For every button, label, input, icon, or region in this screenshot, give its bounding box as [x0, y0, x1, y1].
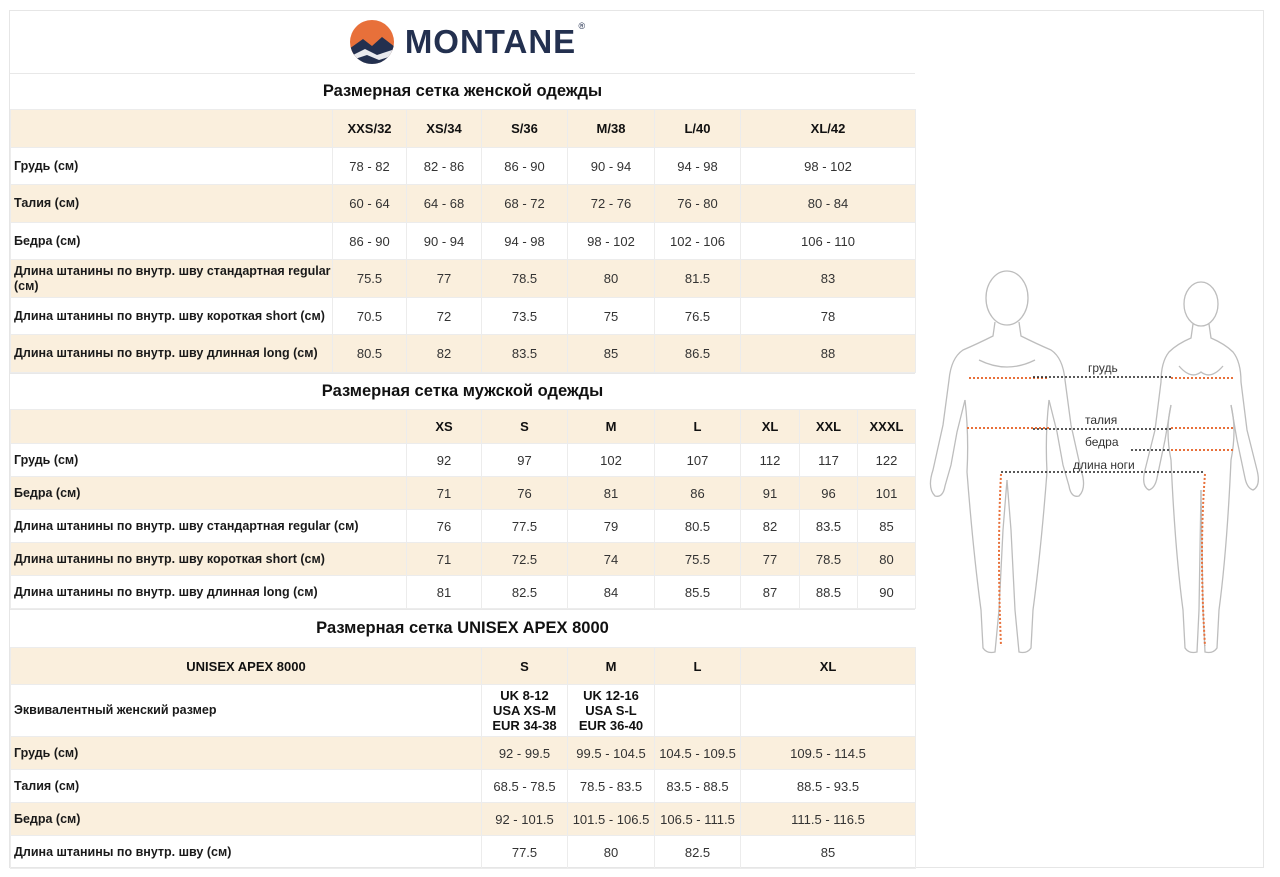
table-cell: 92 - 99.5	[482, 737, 568, 770]
row-label: Бедра (см)	[11, 223, 333, 260]
table-cell: 88.5 - 93.5	[741, 770, 916, 803]
table-cell: 72.5	[482, 543, 568, 576]
equiv-size-line: UK 12-16	[583, 688, 639, 703]
size-header: XXL	[800, 410, 858, 444]
table-row	[11, 543, 916, 576]
hips-label: бедра	[1085, 435, 1119, 449]
brand-logo	[10, 11, 915, 73]
table-cell: 80.5	[655, 510, 741, 543]
row-label: Талия (см)	[11, 770, 482, 803]
table-cell: 84	[568, 576, 655, 609]
table-row	[11, 260, 916, 298]
table-cell: 76	[407, 510, 482, 543]
equiv-size-cell	[482, 685, 568, 737]
table-cell: 111.5 - 116.5	[741, 803, 916, 836]
waist-label: талия	[1085, 413, 1118, 427]
men-table	[10, 409, 916, 609]
montane-logo-icon	[349, 19, 395, 65]
brand-name: MONTANE ®	[404, 21, 587, 60]
table-cell: 82.5	[655, 836, 741, 869]
table-cell: 83.5	[800, 510, 858, 543]
table-cell: 92 - 101.5	[482, 803, 568, 836]
row-label: Длина штанины по внутр. шву короткая short (см)	[11, 298, 333, 335]
table-cell: 94 - 98	[655, 148, 741, 185]
table-row	[11, 685, 916, 737]
men-section-title: Размерная сетка мужской одежды	[10, 373, 915, 409]
table-cell: 83.5 - 88.5	[655, 770, 741, 803]
table-cell: 80	[568, 260, 655, 298]
table-cell: 68 - 72	[482, 185, 568, 223]
size-header: S/36	[482, 110, 568, 148]
table-cell: 88.5	[800, 576, 858, 609]
table-cell: 78.5	[800, 543, 858, 576]
table-cell: 102 - 106	[655, 223, 741, 260]
row-label: Грудь (см)	[11, 737, 482, 770]
size-header: XL	[741, 410, 800, 444]
table-cell: 117	[800, 444, 858, 477]
table-row	[11, 223, 916, 260]
table-cell: 99.5 - 104.5	[568, 737, 655, 770]
table-cell: 81.5	[655, 260, 741, 298]
table-row	[11, 836, 916, 869]
table-cell: 72 - 76	[568, 185, 655, 223]
table-cell: 79	[568, 510, 655, 543]
header-blank-cell	[11, 110, 333, 148]
table-cell: 76.5	[655, 298, 741, 335]
table-cell: 73.5	[482, 298, 568, 335]
table-row	[11, 803, 916, 836]
table-cell: 76 - 80	[655, 185, 741, 223]
size-header: M/38	[568, 110, 655, 148]
row-label: Длина штанины по внутр. шву длинная long (см)	[11, 335, 333, 373]
table-cell: 122	[858, 444, 916, 477]
equiv-size-line: USA XS-M	[492, 703, 557, 718]
women-table	[10, 109, 916, 373]
equiv-size-line: USA S-L	[585, 703, 637, 718]
table-cell: 75	[568, 298, 655, 335]
table-cell: 70.5	[333, 298, 407, 335]
table-cell: 101.5 - 106.5	[568, 803, 655, 836]
row-label: Длина штанины по внутр. шву (см)	[11, 836, 482, 869]
women-section-title: Размерная сетка женской одежды	[10, 73, 915, 109]
row-label: Длина штанины по внутр. шву стандартная regular (см)	[11, 260, 333, 298]
size-header: M	[568, 410, 655, 444]
size-header: L	[655, 410, 741, 444]
table-cell: 82	[741, 510, 800, 543]
table-cell: 85	[858, 510, 916, 543]
size-header: XXXL	[858, 410, 916, 444]
table-cell: 60 - 64	[333, 185, 407, 223]
table-row	[11, 148, 916, 185]
table-cell: 77.5	[482, 510, 568, 543]
table-cell: 83.5	[482, 335, 568, 373]
table-cell: 101	[858, 477, 916, 510]
leg-length-label: длина ноги	[1073, 458, 1135, 472]
table-cell: 90 - 94	[407, 223, 482, 260]
row-label: Длина штанины по внутр. шву длинная long (см)	[11, 576, 407, 609]
row-label: Бедра (см)	[11, 803, 482, 836]
table-cell: 85	[568, 335, 655, 373]
unisex-table	[10, 647, 916, 869]
table-cell: 98 - 102	[568, 223, 655, 260]
table-cell: 81	[568, 477, 655, 510]
table-cell: 85	[741, 836, 916, 869]
table-cell: 86 - 90	[482, 148, 568, 185]
size-header: XXS/32	[333, 110, 407, 148]
size-chart	[10, 11, 915, 868]
table-cell: 72	[407, 298, 482, 335]
table-cell: 71	[407, 477, 482, 510]
row-label: Длина штанины по внутр. шву короткая short (см)	[11, 543, 407, 576]
chest-label: грудь	[1088, 361, 1118, 375]
row-label: Длина штанины по внутр. шву стандартная regular (см)	[11, 510, 407, 543]
table-cell: 74	[568, 543, 655, 576]
table-cell: 90	[858, 576, 916, 609]
table-row	[11, 335, 916, 373]
table-row	[11, 770, 916, 803]
row-label: Талия (см)	[11, 185, 333, 223]
table-cell: 78.5	[482, 260, 568, 298]
table-cell: 91	[741, 477, 800, 510]
table-cell: 94 - 98	[482, 223, 568, 260]
size-header: XL	[741, 648, 916, 685]
table-cell: 98 - 102	[741, 148, 916, 185]
size-header: XS/34	[407, 110, 482, 148]
table-cell: 82 - 86	[407, 148, 482, 185]
table-cell: 80.5	[333, 335, 407, 373]
table-cell: 82.5	[482, 576, 568, 609]
equiv-size-line: UK 8-12	[500, 688, 549, 703]
table-row	[11, 110, 916, 148]
table-cell: 80	[858, 543, 916, 576]
table-cell: 75.5	[655, 543, 741, 576]
male-body-outline	[930, 271, 1083, 653]
table-cell: 104.5 - 109.5	[655, 737, 741, 770]
table-cell: 106.5 - 111.5	[655, 803, 741, 836]
header-blank-cell	[11, 410, 407, 444]
row-label: Эквивалентный женский размер	[11, 685, 482, 737]
equiv-size-cell	[568, 685, 655, 737]
table-cell: 86 - 90	[333, 223, 407, 260]
table-row	[11, 510, 916, 543]
size-header: M	[568, 648, 655, 685]
table-cell: 77.5	[482, 836, 568, 869]
table-cell: 71	[407, 543, 482, 576]
female-body-outline	[1144, 282, 1259, 653]
table-cell: 112	[741, 444, 800, 477]
size-header: L/40	[655, 110, 741, 148]
body-measurement-figure	[915, 250, 1260, 670]
table-cell: 96	[800, 477, 858, 510]
table-cell: 88	[741, 335, 916, 373]
table-row	[11, 477, 916, 510]
table-cell: 107	[655, 444, 741, 477]
table-cell: 77	[741, 543, 800, 576]
table-cell: 75.5	[333, 260, 407, 298]
table-cell: 102	[568, 444, 655, 477]
table-cell: 97	[482, 444, 568, 477]
table-cell: 64 - 68	[407, 185, 482, 223]
equiv-size-line: EUR 36-40	[578, 718, 644, 733]
table-cell: 80 - 84	[741, 185, 916, 223]
table-cell: 86.5	[655, 335, 741, 373]
table-cell: 81	[407, 576, 482, 609]
size-header: L	[655, 648, 741, 685]
unisex-header-label: UNISEX APEX 8000	[11, 648, 482, 685]
table-cell: 68.5 - 78.5	[482, 770, 568, 803]
size-header: S	[482, 410, 568, 444]
table-cell: 87	[741, 576, 800, 609]
table-cell: 90 - 94	[568, 148, 655, 185]
row-label: Грудь (см)	[11, 444, 407, 477]
table-row	[11, 648, 916, 685]
table-cell: 83	[741, 260, 916, 298]
equiv-size-cell	[741, 685, 916, 737]
table-row	[11, 444, 916, 477]
table-cell: 78	[741, 298, 916, 335]
table-cell: 77	[407, 260, 482, 298]
size-header: S	[482, 648, 568, 685]
table-cell: 78 - 82	[333, 148, 407, 185]
equiv-size-line: EUR 34-38	[492, 718, 557, 733]
size-header: XS	[407, 410, 482, 444]
row-label: Бедра (см)	[11, 477, 407, 510]
table-cell: 78.5 - 83.5	[568, 770, 655, 803]
table-row	[11, 737, 916, 770]
table-row	[11, 185, 916, 223]
table-cell: 92	[407, 444, 482, 477]
table-cell: 82	[407, 335, 482, 373]
table-row	[11, 298, 916, 335]
table-cell: 109.5 - 114.5	[741, 737, 916, 770]
size-header: XL/42	[741, 110, 916, 148]
row-label: Грудь (см)	[11, 148, 333, 185]
table-row	[11, 576, 916, 609]
table-cell: 80	[568, 836, 655, 869]
unisex-section-title: Размерная сетка UNISEX APEX 8000	[10, 609, 915, 647]
table-row	[11, 410, 916, 444]
table-cell: 76	[482, 477, 568, 510]
table-cell: 106 - 110	[741, 223, 916, 260]
table-cell: 86	[655, 477, 741, 510]
table-cell: 85.5	[655, 576, 741, 609]
equiv-size-cell	[655, 685, 741, 737]
